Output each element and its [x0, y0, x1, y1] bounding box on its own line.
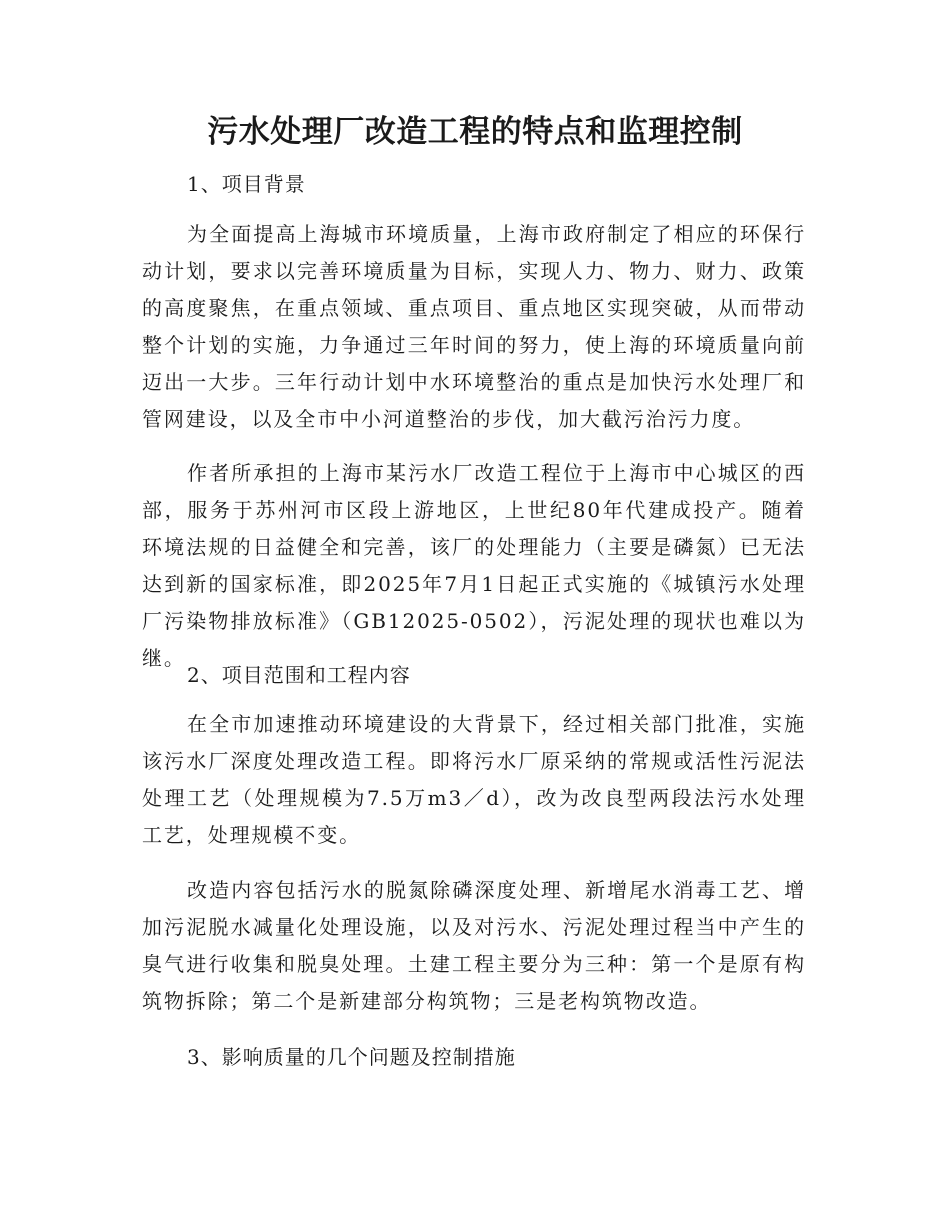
- section-heading-quality-issues: 3、影响质量的几个问题及控制措施: [187, 1045, 516, 1069]
- section-heading-project-background: 1、项目背景: [187, 172, 306, 196]
- paragraph-scope-2: 改造内容包括污水的脱氮除磷深度处理、新增尾水消毒工艺、增加污泥脱水减量化处理设施，以及对污水、污泥处理过程当中产生的臭气进行收集和脱臭处理。土建工程主要分为三种：第一个是原有构筑物拆除；第二个是新建部分构筑物；三是老构筑物改造。: [142, 878, 806, 1013]
- paragraph-background-2: 作者所承担的上海市某污水厂改造工程位于上海市中心城区的西部，服务于苏州河市区段上游地区，上世纪80年代建成投产。随着环境法规的日益健全和完善，该厂的处理能力（主要是磷氮）已无法达到新的国家标准，即2025年7月1日起正式实施的《城镇污水处理厂污染物排放标准》（GB12025-0502），污泥处理的现状也难以为继。: [142, 461, 806, 670]
- section-heading-project-scope: 2、项目范围和工程内容: [187, 663, 411, 687]
- document-title: 污水处理厂改造工程的特点和监理控制: [207, 114, 743, 150]
- paragraph-scope-1: 在全市加速推动环境建设的大背景下，经过相关部门批准，实施该污水厂深度处理改造工程。即将污水厂原采纳的常规或活性污泥法处理工艺（处理规模为7.5万m3／d），改为改良型两段法污水处理工艺，处理规模不变。: [142, 712, 806, 847]
- paragraph-background-1: 为全面提高上海城市环境质量，上海市政府制定了相应的环保行动计划，要求以完善环境质量为目标，实现人力、物力、财力、政策的高度聚焦，在重点领域、重点项目、重点地区实现突破，从而带动整个计划的实施，力争通过三年时间的努力，使上海的环境质量向前迈出一大步。三年行动计划中水环境整治的重点是加快污水处理厂和管网建设，以及全市中小河道整治的步伐，加大截污治污力度。: [142, 222, 806, 431]
